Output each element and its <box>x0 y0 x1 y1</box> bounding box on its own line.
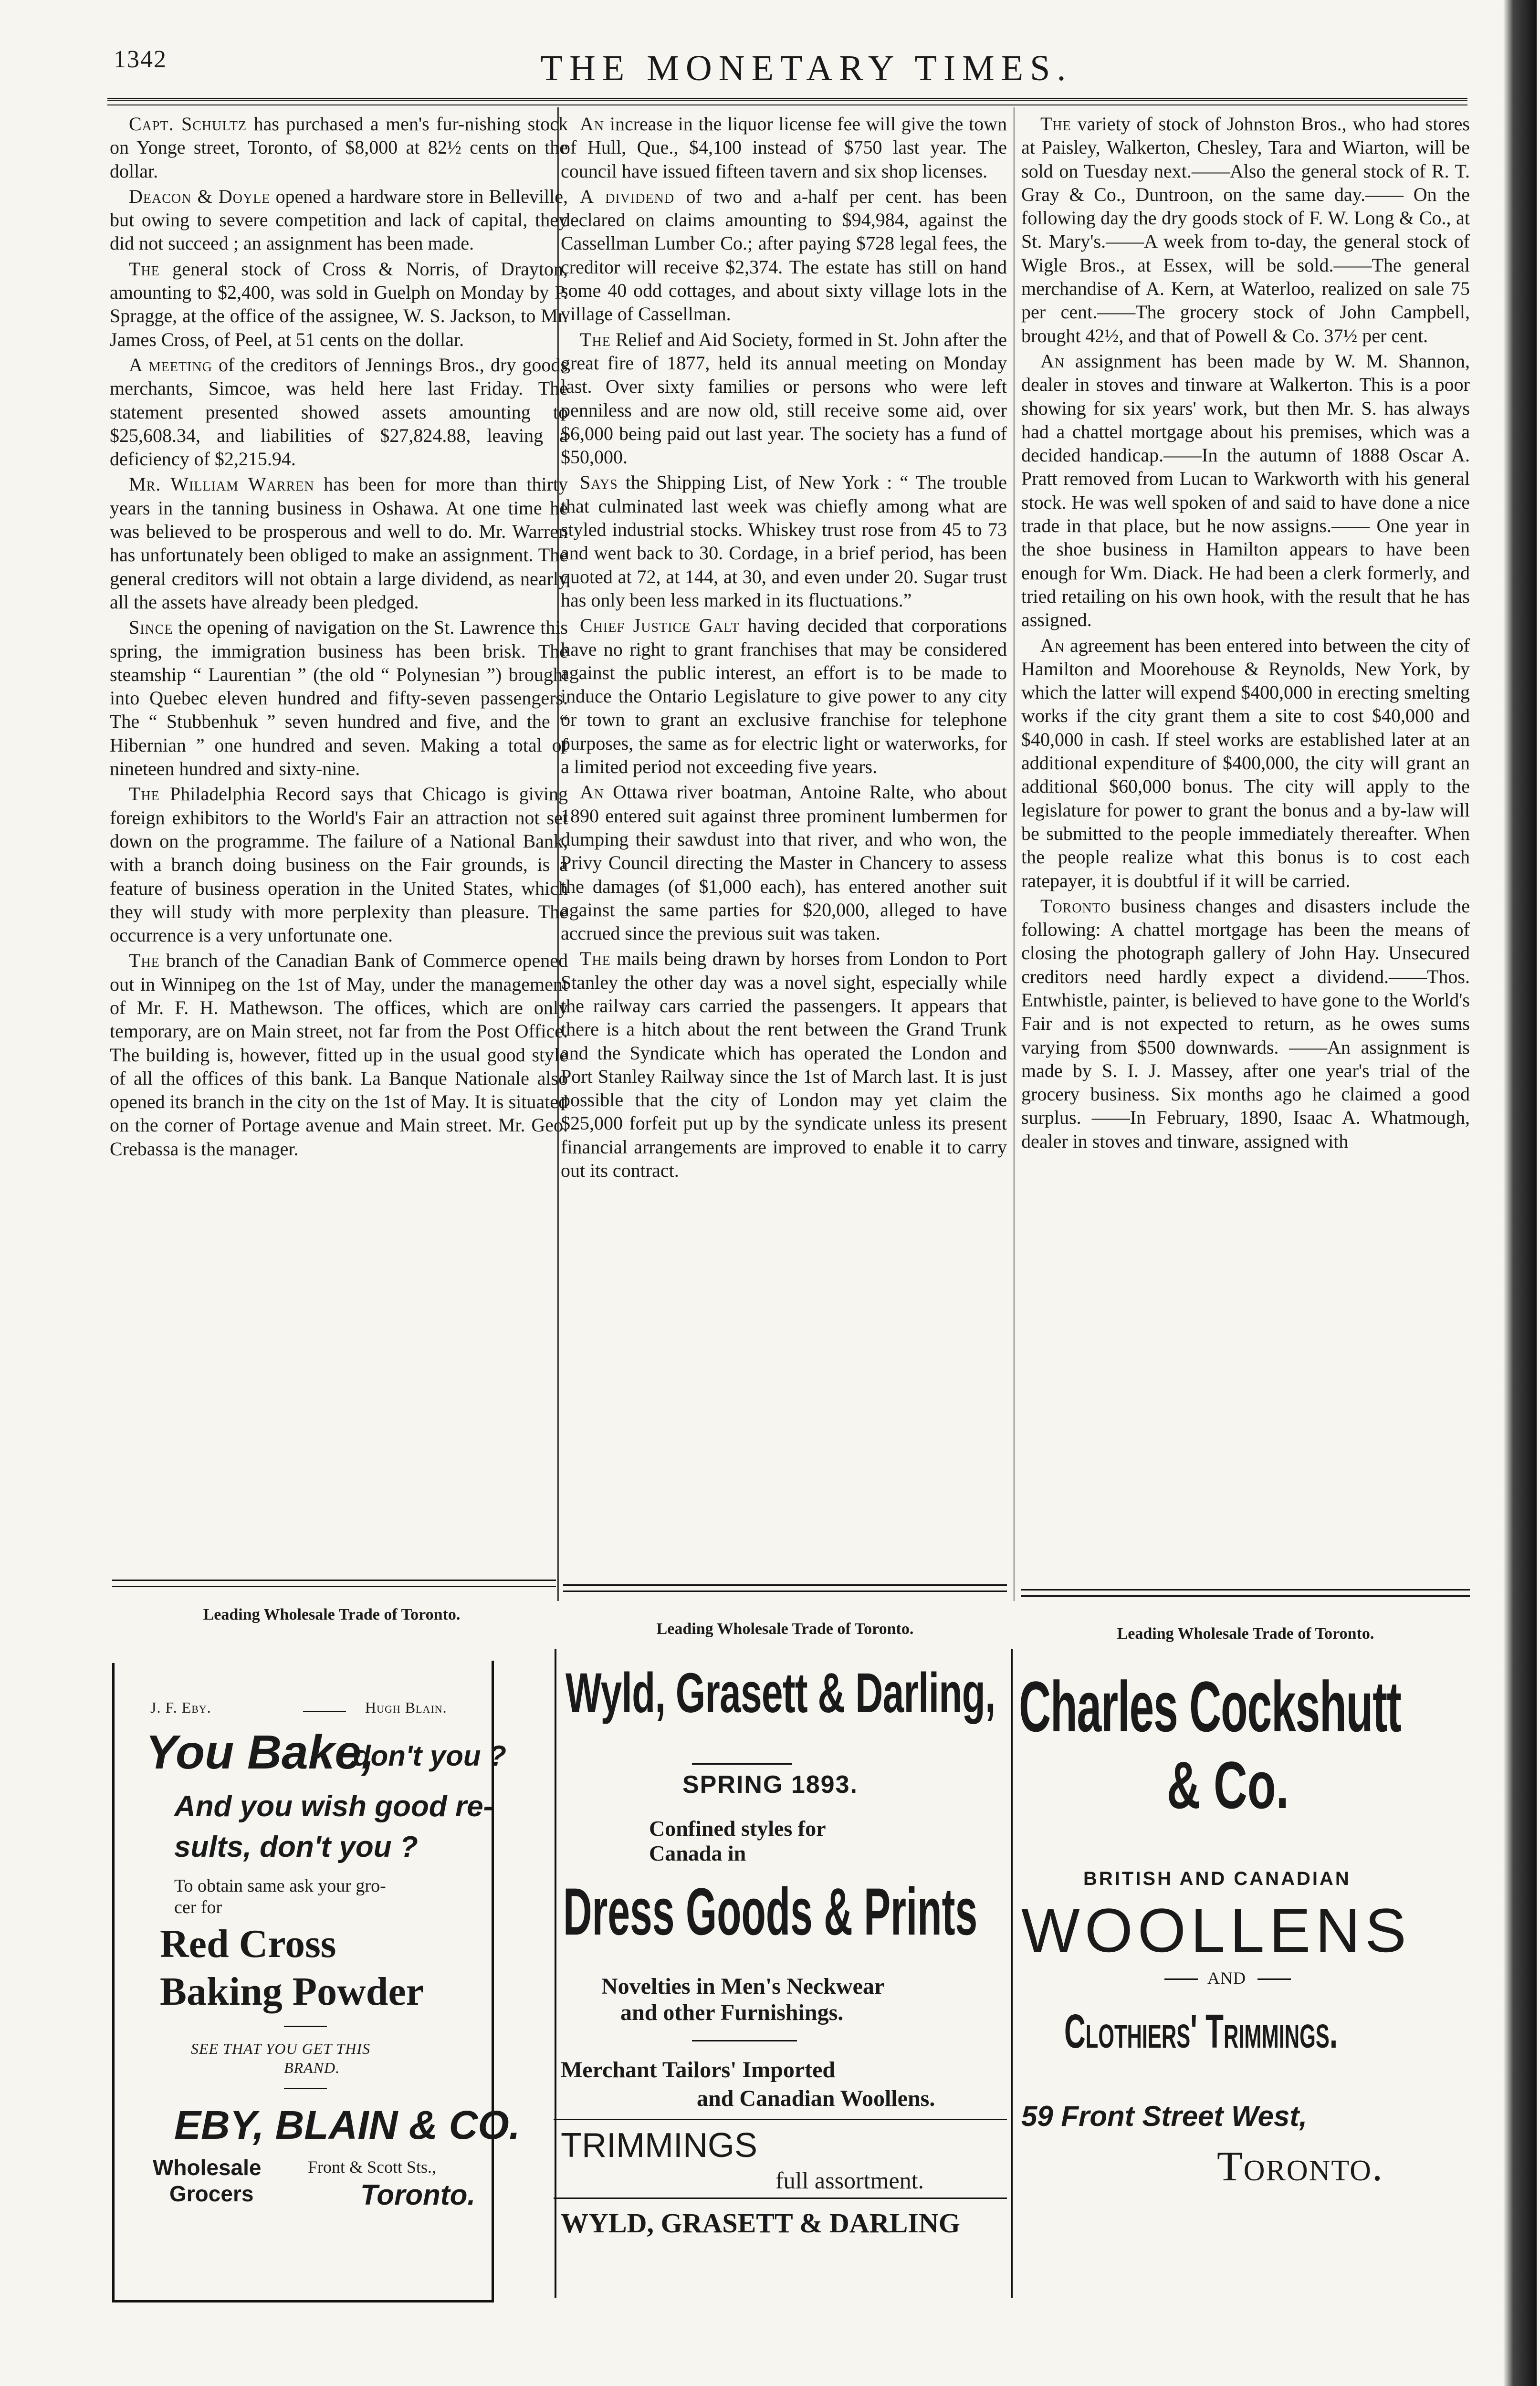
news-item-text: assignment has been made by W. M. Shannon, dealer in stoves and tinware at Walkerton. This is a poor showing for six years' work, but then Mr. S. has always had a chattel mortgage about his premises, which was a decided handicap.——In the autumn of 1888 Oscar A. Pratt removed from Lucan to Warkworth with his general stock. He was well spoken of and said to have done a nice trade in that place, but he now assigns.—— One year in the shoe business in Hamilton appears to have been enough for Wm. Diack. He had been a clerk formerly, and tried retailing on his own hook, with the result that he has assigned. <box>1021 350 1470 631</box>
news-item-lead: An <box>1040 634 1065 656</box>
news-item-text: agreement has been entered into between the city of Hamilton and Moorehouse & Reynolds, New York, by which the latter will expend $400,000 in erecting smelting works if the city grant them a site to cost $40,000 and $40,000 in cash. If steel works are established later at an additional expenditure of $400,000, the city will grant an additional $60,000 bonus. The city will apply to the legislature for power to grant the bonus and a by-law will be submitted to the people immediately thereafter. When the people realize what this bonus is to cost each ratepayer, it is doubtful if it will be carried. <box>1021 634 1470 891</box>
divider <box>554 2198 1007 2199</box>
news-item-lead: Says <box>580 471 618 493</box>
divider <box>284 2088 327 2089</box>
ad-border <box>112 1663 115 2302</box>
news-item <box>110 616 568 780</box>
news-item <box>1021 349 1470 632</box>
ad-eby-blain <box>112 1663 520 2302</box>
ad-text: BRITISH AND CANADIAN <box>1083 1868 1351 1889</box>
ad-trimmings: TRIMMINGS <box>561 2126 757 2165</box>
ad-note: SEE THAT YOU GET THIS <box>191 2040 371 2057</box>
ad-headline: You Bake, <box>146 1726 375 1779</box>
news-item <box>110 257 568 351</box>
news-item-text: Relief and Aid Society, formed in St. John after the great fire of 1877, held its annual meeting on Monday last. Over sixty families or persons who were left penniless and are now old, still receive some aid, over $6,000 being paid out last year. The society has a fund of $50,000. <box>561 328 1007 468</box>
news-item-lead: Deacon & Doyle <box>129 185 271 207</box>
ad-text: full assortment. <box>775 2167 924 2194</box>
ad-cockshutt <box>1016 1651 1494 2300</box>
ad-border <box>555 1649 556 2298</box>
news-item-lead: The <box>1040 113 1071 135</box>
divider <box>303 1711 346 1712</box>
section-heading: Leading Wholesale Trade of Toronto. <box>656 1620 914 1638</box>
masthead: THE MONETARY TIMES. <box>540 48 1073 88</box>
news-item <box>561 471 1007 612</box>
section-rule <box>1021 1589 1470 1597</box>
news-item-text: Ottawa river boatman, Antoine Ralte, who about 1890 entered suit against three prominent lumbermen for dumping their sawdust into that river, and who won, the Privy Council directing the Master in Chancery to assess the damages (of $1,000 each), has entered another suit against the same parties for $20,000, alleged to have accrued since the previous suit was taken. <box>561 781 1007 944</box>
news-item-lead: The <box>129 783 160 805</box>
news-item-lead: The <box>580 948 611 970</box>
divider <box>692 2040 797 2041</box>
ad-text: and other Furnishings. <box>620 2000 844 2025</box>
news-item <box>1021 634 1470 892</box>
divider <box>1164 1978 1198 1980</box>
section-heading: Leading Wholesale Trade of Toronto. <box>1117 1625 1374 1643</box>
divider <box>692 1763 792 1765</box>
news-item-text: has been for more than thirty years in the tanning business in Oshawa. At one time he was believed to be prosperous and well to do. Mr. Warren has unfortunately been obliged to make an assignment. The general creditors will not obtain a large dividend, as nearly all the assets have already been pledged. <box>110 473 568 613</box>
divider <box>1257 1978 1291 1980</box>
ad-text: Canada in <box>649 1841 746 1865</box>
ad-product-name: Baking Powder <box>160 1969 424 2014</box>
ad-product-name: Red Cross <box>160 1922 336 1966</box>
news-item-lead: The <box>580 328 611 350</box>
news-item-lead: A meeting <box>129 354 212 376</box>
news-item <box>110 112 568 183</box>
ad-text: And you wish good re- <box>174 1790 493 1823</box>
ad-text: Merchant Tailors' Imported <box>561 2057 836 2083</box>
news-item <box>561 780 1007 945</box>
news-item <box>110 185 568 255</box>
news-item-text: mails being drawn by horses from London to Port Stanley the other day was a novel sight, especially while the railway cars carried the passengers. It appears that there is a hitch about the rent between the Grand Trunk and the Syndicate which has operated the London and Port Stanley Railway since the 1st of March last. It is just possible that the city of London may yet claim the $25,000 forfeit put up by the syndicate unless its present financial arrangements are improved to enable it to carry out its contract. <box>561 948 1007 1182</box>
ad-partner-name: J. F. Eby. <box>150 1699 211 1716</box>
news-item-lead: Since <box>129 617 173 638</box>
ad-text: AND <box>1207 1968 1246 1988</box>
news-item <box>110 949 568 1161</box>
news-item-text: the opening of navigation on the St. Lawrence this spring, the immigration business has been brisk. The steamship “ Laurentian ” (the old “ Polynesian ”) brought into Quebec eleven hundred and fifty-seven passengers. The “ Stubbenhuk ” seven hundred and five, and the “ Hibernian ” one hundred and seven. Making a total of nineteen hundred and sixty-nine. <box>110 617 568 780</box>
section-rule <box>112 1580 556 1587</box>
ad-season: SPRING 1893. <box>682 1771 858 1799</box>
news-item-lead: Chief Justice Galt <box>580 615 740 637</box>
news-item-text: of the creditors of Jennings Bros., dry goods merchants, Simcoe, was held here last Friday. The statement presented showed assets amounting to $25,608.34, and liabilities of $27,824.88, leaving a deficiency of $2,215.94. <box>110 354 568 470</box>
ad-role: Wholesale <box>153 2155 262 2180</box>
news-item-lead: Mr. William Warren <box>129 473 314 495</box>
news-item-lead: An <box>580 781 605 803</box>
news-item <box>561 112 1007 183</box>
ad-note: BRAND. <box>284 2059 340 2076</box>
divider <box>554 2119 1007 2120</box>
news-item-text: the Shipping List, of New York : “ The trouble that culminated last week was chiefly among what are styled industrial stocks. Whiskey trust rose from 45 to 73 and went back to 30. Cordage, in a brief period, has been quoted at 72, at 144, at 30, and even under 20. Sugar trust has only been less marked in its fluctuations.” <box>561 471 1007 611</box>
news-item-text: of two and a-half per cent. has been declared on claims amounting to $94,984, against the Cassellman Lumber Co.; after paying $728 legal fees, the creditor will receive $2,374. The estate has still on hand some 40 odd cottages, and about sixty village lots in the village of Cassellman. <box>561 185 1007 325</box>
ad-company-suffix: & Co. <box>1167 1748 1289 1822</box>
news-item-text: business changes and disasters include the following: A chattel mortgage has been the means of closing the photograph gallery of John Hay. Unsecured creditors need hardly expect a dividend.——Thos. Entwhistle, painter, is believed to have gone to the World's Fair and is not expected to return, as he owes sums varying from $500 downwards. ——An assignment is made by S. I. J. Massey, after one year's trial of the grocery business. Six months ago he claimed a good surplus. ——In February, 1890, Isaac A. Whatmough, dealer in stoves and tinware, assigned with <box>1021 895 1470 1152</box>
column-1 <box>110 112 568 1162</box>
news-item-text: increase in the liquor license fee will give the town of Hull, Que., $4,100 instead of $750 last year. The council have issued fifteen tavern and six shop licenses. <box>561 113 1007 182</box>
news-item <box>561 947 1007 1182</box>
divider <box>284 2026 327 2027</box>
news-item-lead: A dividend <box>580 185 675 207</box>
news-item <box>1021 112 1470 347</box>
news-item <box>110 472 568 614</box>
ad-wyld-grasett-darling <box>554 1649 1007 2298</box>
news-item-text: branch of the Canadian Bank of Commerce opened out in Winnipeg on the 1st of May, under the management of Mr. F. H. Mathewson. The offices, which are only temporary, are on Main street, not far from the Post Office. The building is, however, fitted up in the usual good style of all the offices of this bank. La Banque Nationale also opened its branch in the city on the 1st of May. It is situated on the corner of Portage avenue and Main street. Mr. Geo. Crebassa is the manager. <box>110 950 568 1160</box>
news-item-text: general stock of Cross & Norris, of Drayton, amounting to $2,400, was sold in Guelph on Monday by P. Spragge, at the office of the assignee, W. S. Jackson, to Mr. James Cross, of Peel, at 51 cents on the dollar. <box>110 258 568 350</box>
ad-text: Novelties in Men's Neckwear <box>601 1974 885 1999</box>
ad-clothiers-trimmings: Clothiers' Trimmings. <box>1064 2005 1338 2058</box>
column-divider <box>557 107 559 1601</box>
ad-address: Front & Scott Sts., <box>308 2157 437 2177</box>
ad-partner-name: Hugh Blain. <box>365 1699 447 1716</box>
news-item-lead: The <box>129 950 160 972</box>
ad-role: Grocers <box>169 2181 254 2206</box>
ad-border <box>112 2300 494 2302</box>
news-item <box>110 353 568 471</box>
ad-address: 59 Front Street West, <box>1021 2100 1308 2132</box>
ad-text: Confined styles for <box>649 1816 826 1841</box>
column-3 <box>1021 112 1470 1155</box>
ad-company: Wyld, Grasett & Darling, <box>566 1662 995 1725</box>
ad-text: sults, don't you ? <box>174 1831 418 1863</box>
ad-headline-sub: don't you ? <box>353 1740 506 1772</box>
news-item-lead: The <box>129 258 160 280</box>
news-item-text: variety of stock of Johnston Bros., who had stores at Paisley, Walkerton, Chesley, Tara and Wiarton, will be sold on Tuesday next.——Also the general stock of R. T. Gray & Co., Duntroon, on the same day.—— On the following day the dry goods stock of F. W. Long & Co., at St. Mary's.——A week from to-day, the general stock of Wigle Bros., at Essex, will be sold.——The general merchandise of A. Kern, at Waterloo, realized on sale 75 per cent.——The grocery stock of John Campbell, brought 42½, and that of Powell & Co. 37½ per cent. <box>1021 113 1470 346</box>
header-rule <box>107 98 1467 105</box>
news-item <box>1021 894 1470 1153</box>
news-item <box>561 185 1007 326</box>
ad-company: EBY, BLAIN & CO. <box>174 2103 520 2147</box>
ad-text: and Canadian Woollens. <box>697 2086 935 2111</box>
news-item-text: having decided that corporations have no right to grant franchises that may be considered against the public interest, an effort is to be made to induce the Ontario Legislature to give power to any city or town to grant an exclusive franchise for telephone purposes, the same as for electric light or waterworks, for a limited period not exceeding five years. <box>561 615 1007 778</box>
news-item-text: opened a hardware store in Belleville, but owing to severe competition and lack of capital, they did not succeed ; an assignment has been made. <box>110 185 568 254</box>
ad-text: cer for <box>174 1897 222 1917</box>
page-edge-shadow <box>1503 0 1537 2386</box>
ad-city: Toronto. <box>1217 2144 1383 2190</box>
news-item-lead: An <box>1040 350 1065 372</box>
ad-company: Charles Cockshutt <box>1019 1666 1401 1747</box>
news-item-text: Philadelphia Record says that Chicago is giving foreign exhibitors to the World's Fair an attraction not set down on the programme. The failure of a National Bank, with a branch doing business on the Fair grounds, is a feature of business operation in the United States, which they will study with more perplexity than pleasure. The occurrence is a very unfortunate one. <box>110 783 568 946</box>
section-rule <box>563 1584 1007 1592</box>
column-divider <box>1014 107 1015 1601</box>
ad-city: Toronto. <box>360 2179 476 2211</box>
ad-footer: WYLD, GRASETT & DARLING <box>561 2208 960 2239</box>
news-item <box>110 782 568 947</box>
news-item <box>561 614 1007 778</box>
news-item-lead: An <box>580 113 605 135</box>
section-heading: Leading Wholesale Trade of Toronto. <box>203 1606 461 1623</box>
page-number: 1342 <box>114 46 167 73</box>
news-item-text: has purchased a men's fur-nishing stock on Yonge street, Toronto, of $8,000 at 82½ cents on the dollar. <box>110 113 568 182</box>
news-item-lead: Capt. Schultz <box>129 113 247 135</box>
column-2 <box>561 112 1007 1184</box>
news-item-lead: Toronto <box>1040 895 1111 917</box>
ad-border <box>1011 1649 1013 2298</box>
ad-dress-goods: Dress Goods & Prints <box>563 1874 978 1949</box>
news-item <box>561 328 1007 469</box>
ad-woollens: WOOLLENS <box>1021 1895 1411 1965</box>
ad-text: To obtain same ask your gro- <box>174 1876 386 1896</box>
